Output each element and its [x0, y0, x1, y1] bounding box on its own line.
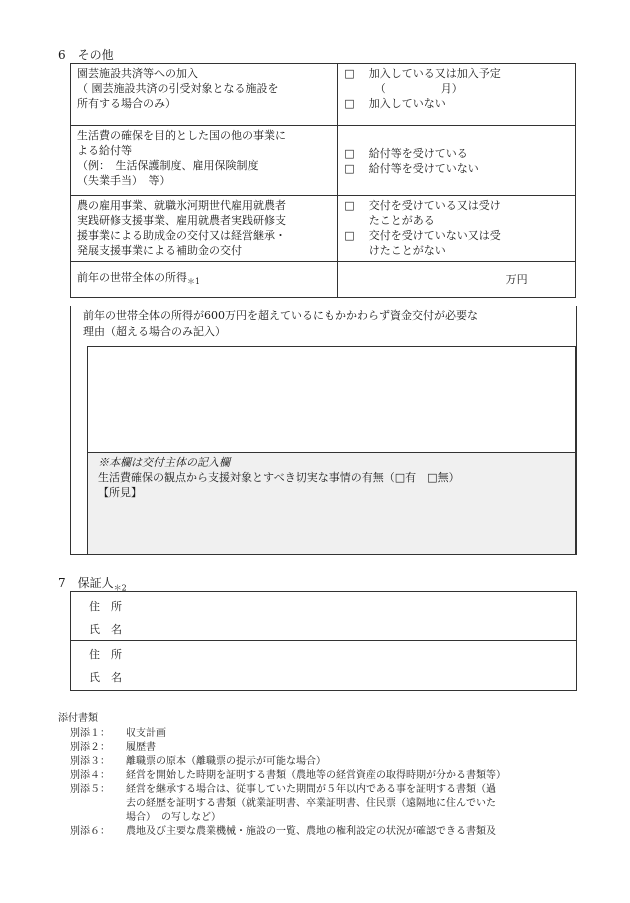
checkbox-subsidy-not-received[interactable]: □: [344, 229, 355, 242]
question-living-benefit: 生活費の確保を目的とした国の他の事業に よる給付等 （例： 生活保護制度、雇用保険制度 （失業手当） 等）: [71, 126, 338, 196]
row-income: [71, 262, 576, 298]
row-greenhouse-insurance: [71, 64, 576, 126]
guarantor1-address-label: 住 所: [89, 600, 122, 613]
attachment-5: 別添５： 経営を継承する場合は、従事していた期間が５年以内である事を証明する書類（過 去の経歴を証明する書類（就業証明書、卒業証明書、住民票（遠隔地に住んでいた 場合） の写しなど）: [70, 784, 496, 823]
reason-text-1: 前年の世帯全体の所得が600万円を超えているにもかかわらず資金交付が必要な: [83, 309, 478, 322]
checkbox-greenhouse-not-joined[interactable]: □: [344, 97, 355, 110]
attachment-1: 別添１： 収支計画: [70, 728, 166, 739]
reason-input-area[interactable]: [87, 346, 576, 453]
options-greenhouse: □ 加入している又は加入予定 （ 月） □ 加入していない: [338, 64, 576, 126]
attachments: [58, 712, 588, 839]
reason-text-2: 理由（超える場合のみ記入）: [83, 325, 226, 338]
official-use-box: [87, 452, 576, 555]
guarantor2-address-label: 住 所: [89, 648, 122, 661]
attachment-4: 別添４： 経営を開始した時期を証明する書類（農地等の経営資産の取得時期が分かる書類等）: [70, 770, 506, 781]
guarantor1-name-label: 氏 名: [89, 623, 122, 636]
official-use-opinion: 【所見】: [98, 486, 142, 499]
attachment-3: 別添３： 離職票の原本（離職票の提示が可能な場合）: [70, 756, 326, 767]
official-use-question: 生活費確保の観点から支援対象とすべき切実な事情の有無（□有 □無）: [98, 471, 460, 484]
section6-table: [70, 63, 576, 298]
checkbox-greenhouse-joined[interactable]: □: [344, 67, 355, 80]
section7-title: 7 保証人$_{*2}$: [58, 576, 127, 593]
section6-title: 6 その他: [58, 48, 114, 62]
attachments-heading: 添付書類: [58, 713, 98, 724]
options-living-benefit: □ 給付等を受けている □ 給付等を受けていない: [338, 126, 576, 196]
income-input-cell[interactable]: [338, 262, 576, 298]
checkbox-benefit-not-received[interactable]: □: [344, 161, 355, 175]
checkbox-benefit-received[interactable]: □: [344, 146, 355, 160]
attachment-6: 別添６： 農地及び主要な農業機械・施設の一覧、農地の権利設定の状況が確認できる書類及: [70, 826, 496, 837]
row-subsidy: [71, 196, 576, 262]
guarantor2-name-label: 氏 名: [89, 671, 122, 684]
reason-block: [70, 306, 577, 555]
income-label-cell: 前年の世帯全体の所得$_{*1}$: [71, 262, 338, 298]
income-unit: 万円: [505, 273, 528, 286]
row-living-benefit: [71, 126, 576, 196]
guarantor-table: [70, 591, 577, 691]
options-subsidy: □ 交付を受けている又は受け たことがある □ 交付を受けていない又は受 けたことがない: [338, 196, 576, 262]
question-greenhouse: 園芸施設共済等への加入 （ 園芸施設共済の引受対象となる施設を 所有する場合のみ）: [71, 64, 338, 126]
question-subsidy: 農の雇用事業、就職氷河期世代雇用就農者 実践研修支援事業、雇用就農者実践研修支 援事業による助成金の交付又は経営継承・ 発展支援事業による補助金の交付: [71, 196, 338, 262]
checkbox-subsidy-received[interactable]: □: [344, 199, 355, 212]
official-use-title: ※本欄は交付主体の記入欄: [98, 456, 230, 469]
attachment-2: 別添２： 履歴書: [70, 742, 156, 753]
